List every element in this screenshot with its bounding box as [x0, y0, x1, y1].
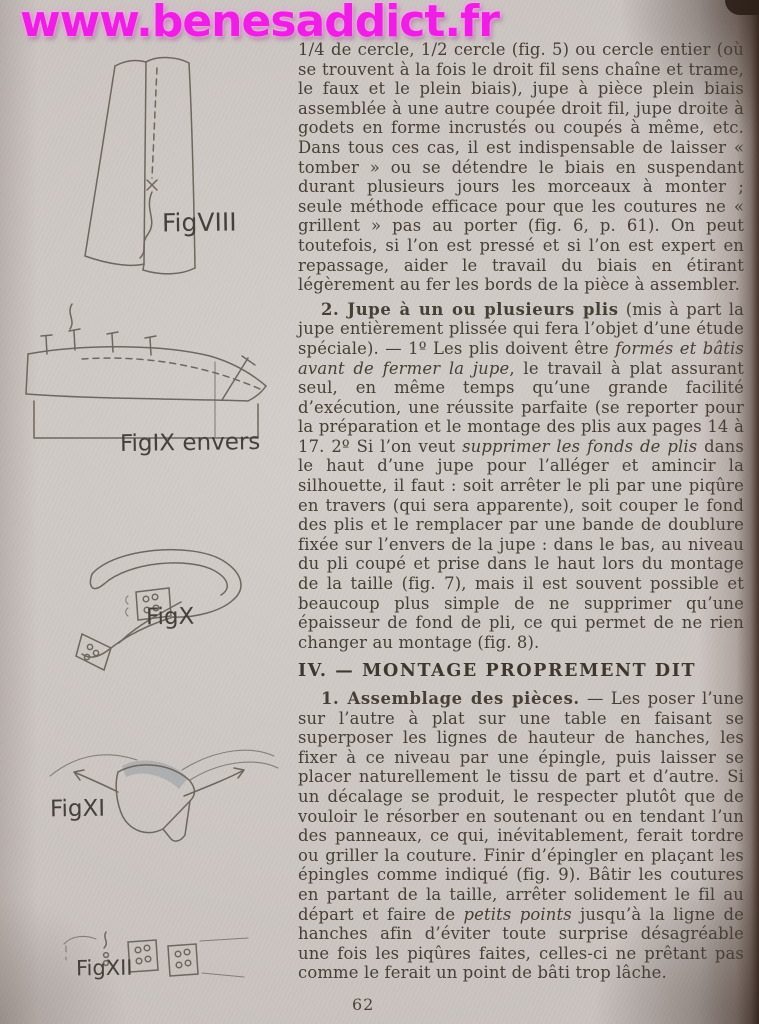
run-plain: jusqu’à la ligne de hanches afin d’éviter toute surprise désagréable une fois les piqûres faites, celles-ci ne prêtant pas comme le ferait un point de bâti trop lâche.: [298, 904, 744, 983]
fig-xi-iron-sketch: [22, 732, 287, 850]
fig-viii-skirt-sketch: [40, 50, 280, 285]
run-italic: supprimer les fonds de plis: [462, 436, 698, 456]
page-corner-shadow: [725, 0, 759, 15]
paragraph-assemblage: [298, 689, 744, 983]
fig-x-label: FigX: [145, 603, 195, 631]
fig-xi-label: FigXI: [49, 795, 106, 823]
run-italic: petits points: [463, 904, 572, 924]
text-column: [298, 40, 744, 988]
run-plain: (mis à part la jupe entièrement plissée qui fera l’objet d’une étude spéciale). — 1º Les plis doivent être: [298, 299, 745, 358]
fig-ix-label: FigIX envers: [119, 429, 261, 457]
fig-xii-label: FigXII: [75, 955, 133, 981]
watermark-text: www.benesaddict.fr: [20, 0, 499, 47]
paragraph-text: 1/4 de cercle, 1/2 cercle (fig. 5) ou cercle entier (où se trouvent à la fois le droit fil sens chaîne et trame, le faux et le plein biais), jupe à pièce plein biais assemblée à une autre coupée droit fil, jupe droite à godets en forme incrustés ou coupés à même, etc. Dans tous ces cas, il est indispensable de laisser « tomber » ou se détendre le biais en suspendant durant plusieurs jours les morceaux à monter ; seule méthode efficace pour que les coutures ne « grillent » pas au porter (fig. 6, p. 61). On peut toutefois, si l’on est pressé et si l’on est expert en repassage, aider le travail du biais en étirant légèrement au fer les bords de la pièce à assembler.: [298, 40, 744, 295]
page-number: 62: [352, 995, 375, 1014]
paragraph-continuation: [298, 40, 744, 295]
run-plain: , le travail à plat assurant seul, en même temps qu’une grande facilité d’exécution, une réussite parfaite (se reporter pour la préparation et le montage des plis aux pages 14 à 17. 2º Si l’on veut: [298, 358, 744, 456]
paragraph-jupe-plis: [298, 300, 744, 653]
run-plain: dans le haut d’une jupe pour l’alléger et amincir la silhouette, il faut : soit arrêter le pli par une piqûre en travers (qui sera apparente), soit couper le fond des plis et le remplacer par une bande de doublure fixée sur l’envers de la jupe : dans le bas, au niveau du pli coupé et prise dans le haut lors du montage de la taille (fig. 7), mais il est souvent possible et beaucoup plus simple de ne supprimer qu’une épaisseur de fond de pli, ce qui permet de ne rien changer au montage (fig. 8).: [298, 436, 744, 652]
fig-viii-label: FigVIII: [161, 207, 237, 238]
run-italic: formés et bâtis avant de fermer la jupe: [298, 338, 744, 378]
run-bold: 1. Assemblage des pièces.: [320, 689, 580, 708]
run-plain: — Les poser l’une sur l’autre à plat sur une table en faisant se superposer les lignes de hauteur de hanches, les fixer à ce niveau par une épingle, puis laisser se placer naturellement le tissu de part et d’autre. Si un décalage se produit, le respecter plutôt que de vouloir le résorber en soutenant ou en tendant l’un des panneaux, ce qui, inévitablement, ferait tordre ou griller la couture. Finir d’épingler en plaçant les épingles comme indiqué (fig. 9). Bâtir les coutures en partant de la taille, arrêter solidement le fil au départ et faire de: [298, 689, 745, 924]
run-bold: 2. Jupe à un ou plusieurs plis: [320, 299, 619, 319]
section-heading: IV. — MONTAGE PROPREMENT DIT: [298, 661, 697, 682]
